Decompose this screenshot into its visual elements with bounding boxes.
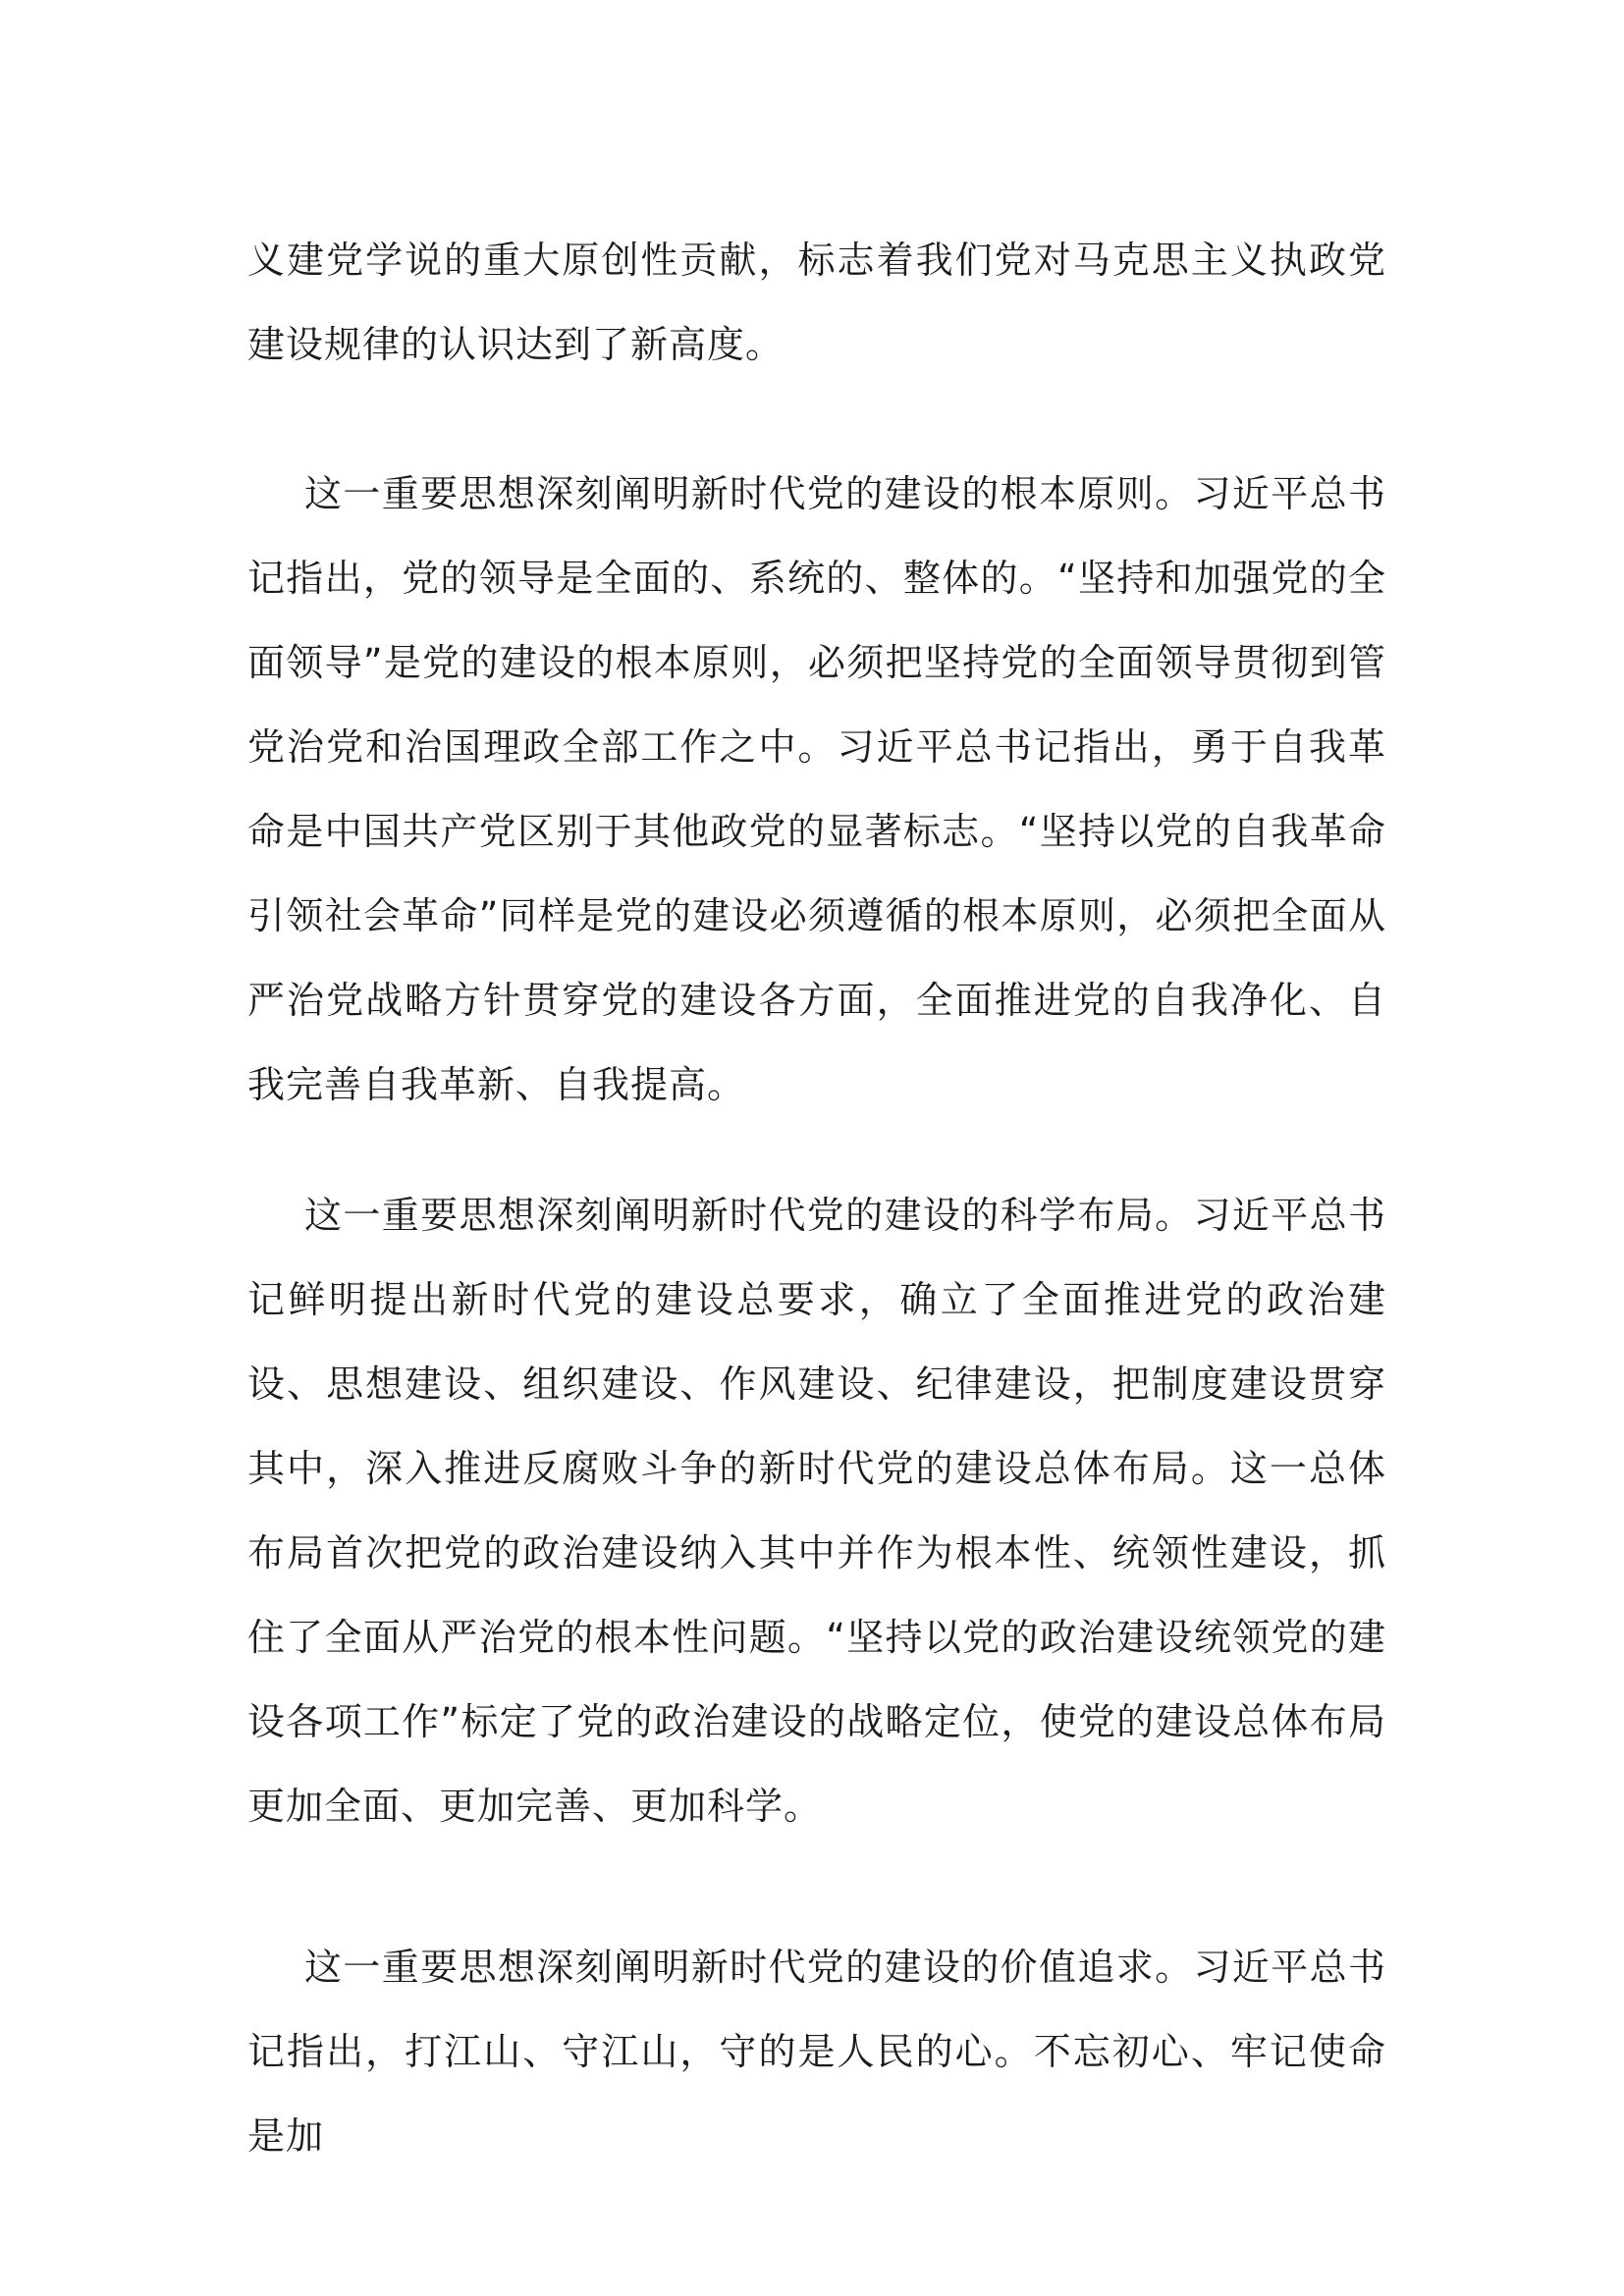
- paragraph-value-pursuit: [247, 1925, 1386, 2178]
- paragraph-fundamental-principles: [247, 452, 1386, 1127]
- paragraph-text: 这一重要思想深刻阐明新时代党的建设的根本原则。习近平总书记指出，党的领导是全面的、系统的、整体的。“坚持和加强党的全面领导”是党的建设的根本原则，必须把坚持党的全面领导贯彻到管党治党和治国理政全部工作之中。习近平总书记指出，勇于自我革命是中国共产党区别于其他政党的显著标志。“坚持以党的自我革命引领社会革命”同样是党的建设必须遵循的根本原则，必须把全面从严治党战略方针贯穿党的建设各方面，全面推进党的自我净化、自我完善自我革新、自我提高。: [247, 472, 1386, 1106]
- paragraph-text: 这一重要思想深刻阐明新时代党的建设的科学布局。习近平总书记鲜明提出新时代党的建设总要求，确立了全面推进党的政治建设、思想建设、组织建设、作风建设、纪律建设，把制度建设贯穿其中，深入推进反腐败斗争的新时代党的建设总体布局。这一总体布局首次把党的政治建设纳入其中并作为根本性、统领性建设，抓住了全面从严治党的根本性问题。“坚持以党的政治建设统领党的建设各项工作”标定了党的政治建设的战略定位，使党的建设总体布局更加全面、更加完善、更加科学。: [247, 1194, 1386, 1828]
- paragraph-continuation: [247, 218, 1386, 387]
- paragraph-scientific-layout: [247, 1173, 1386, 1848]
- paragraph-text: 义建党学说的重大原创性贡献，标志着我们党对马克思主义执政党建设规律的认识达到了新高度。: [247, 239, 1386, 366]
- paragraph-text: 这一重要思想深刻阐明新时代党的建设的价值追求。习近平总书记指出，打江山、守江山，守的是人民的心。不忘初心、牢记使命是加: [247, 1946, 1386, 2158]
